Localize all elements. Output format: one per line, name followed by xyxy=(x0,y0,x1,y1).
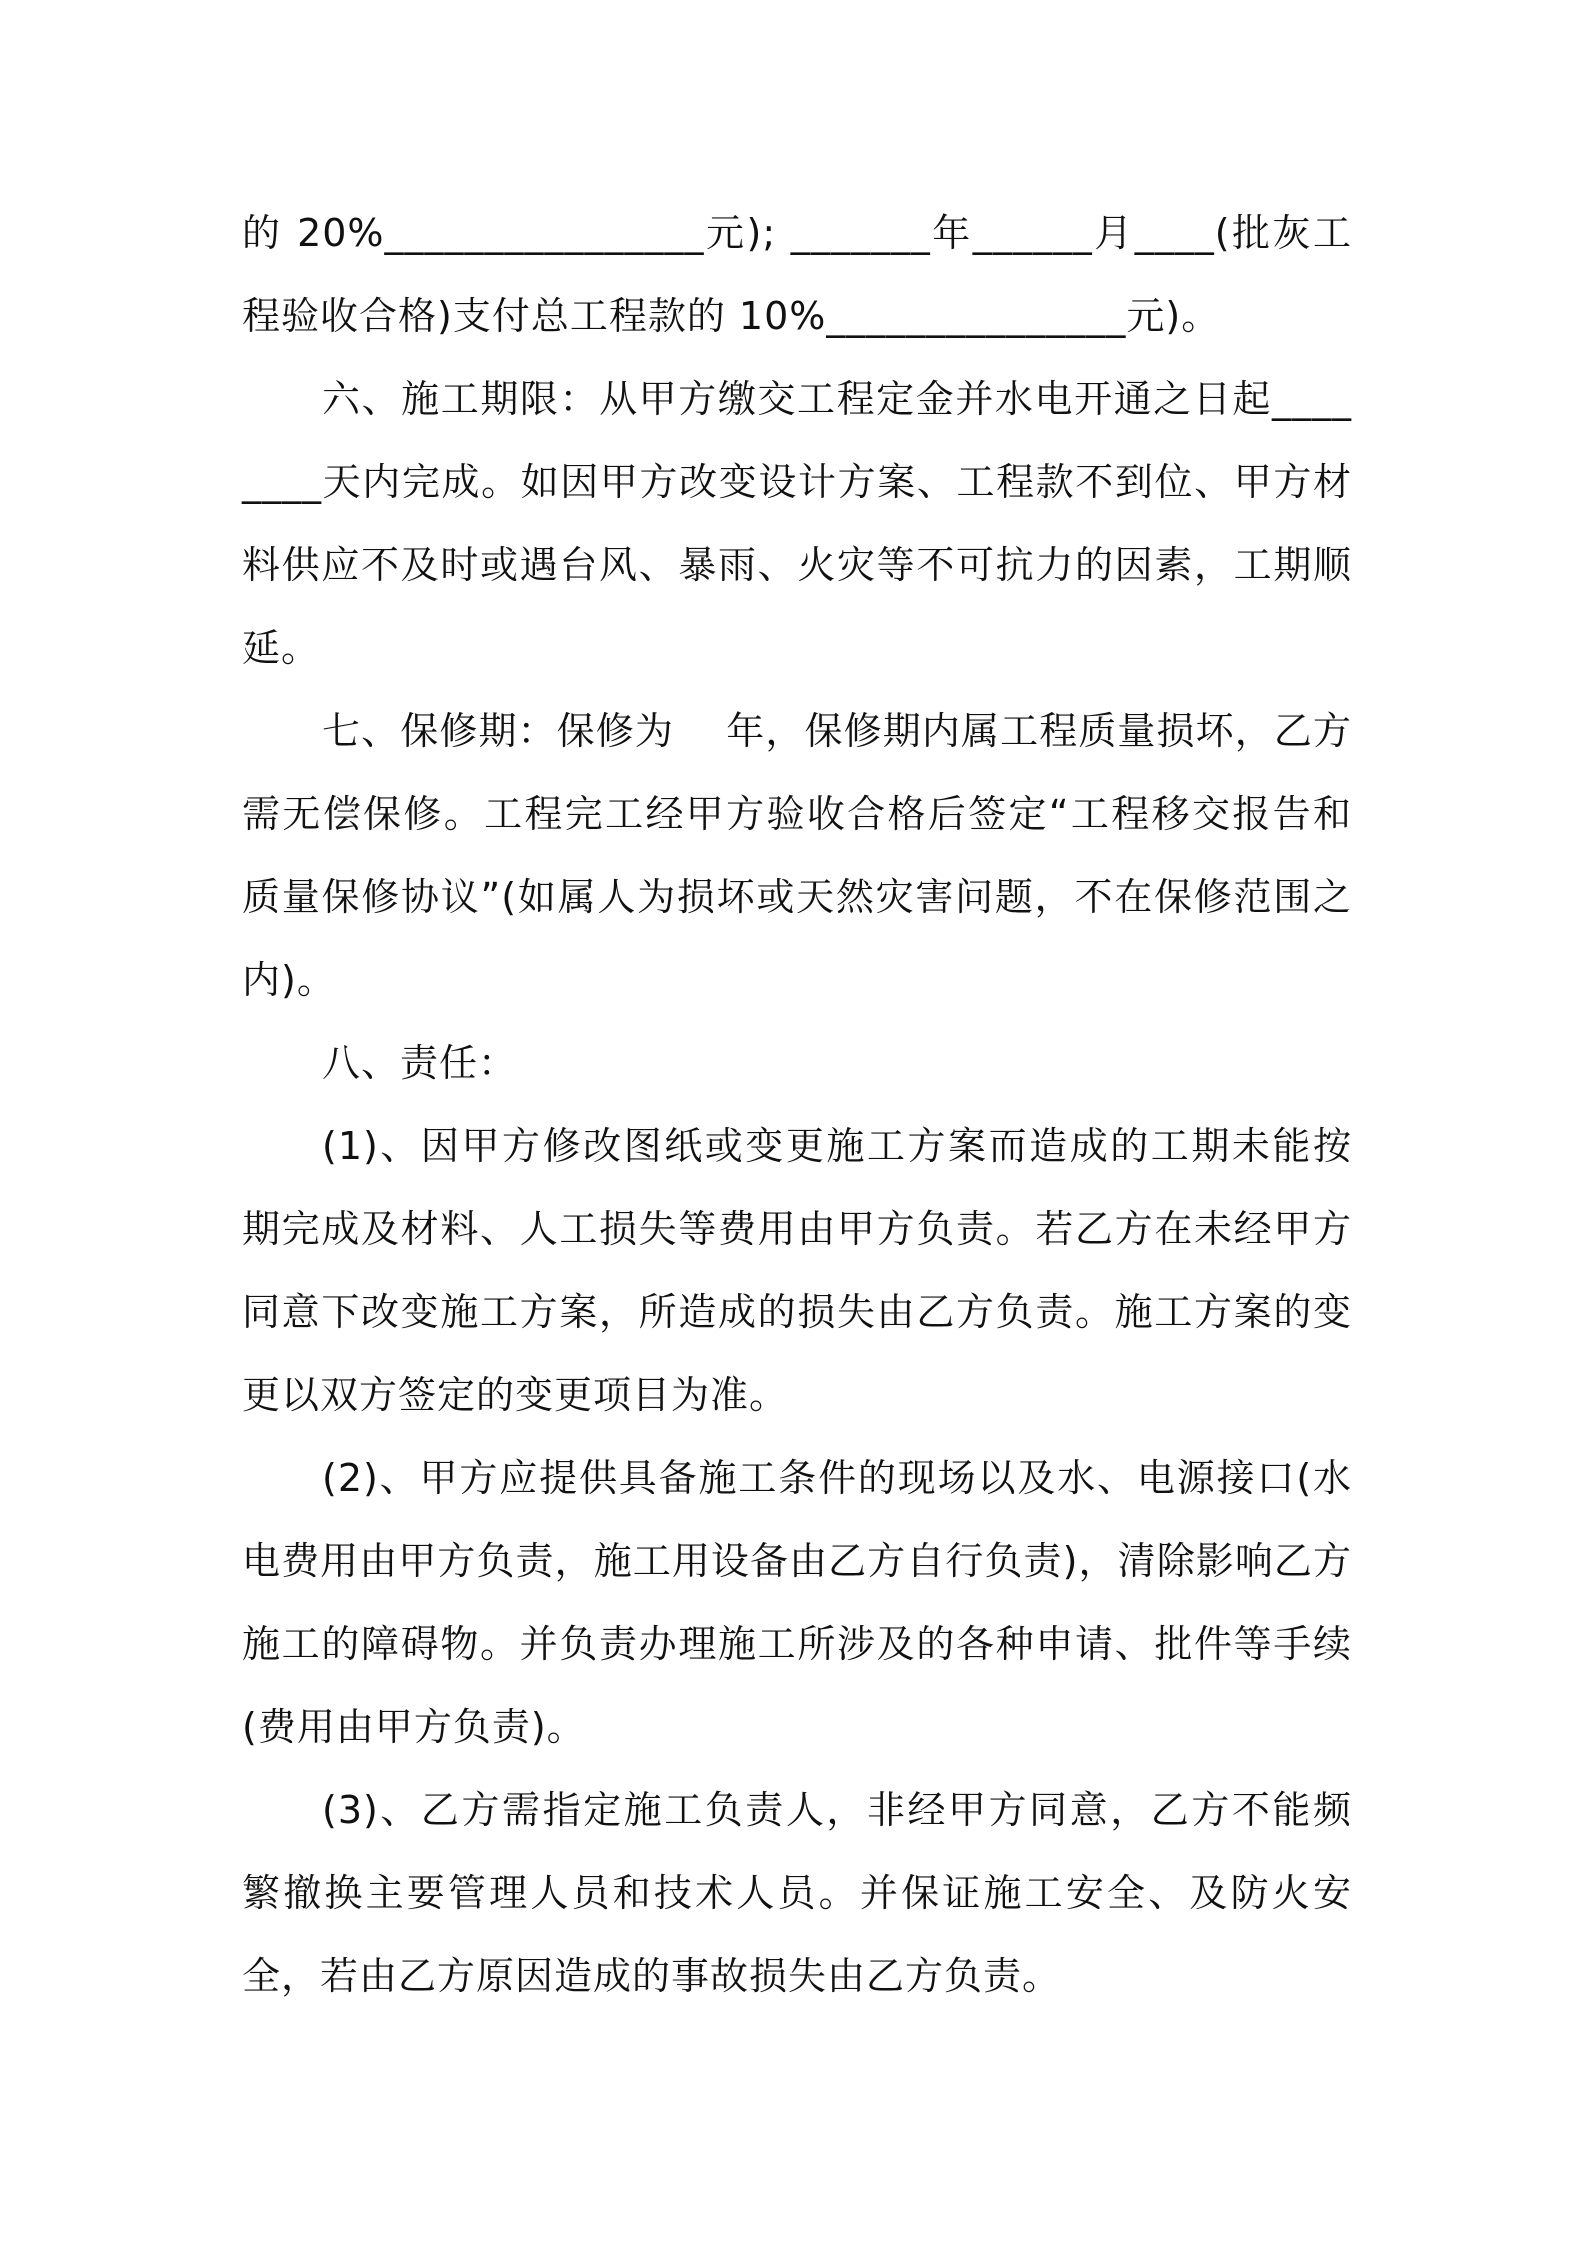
responsibility-item-2: (2)、甲方应提供具备施工条件的现场以及水、电源接口(水电费用由甲方负责，施工用设备由乙方自行负责)，清除影响乙方施工的障碍物。并负责办理施工所涉及的各种申请、批件等手续(费用由甲方负责)。 xyxy=(242,1456,1352,1749)
responsibility-item-1: (1)、因甲方修改图纸或变更施工方案而造成的工期未能按期完成及材料、人工损失等费用由甲方负责。若乙方在未经甲方同意下改变施工方案，所造成的损失由乙方负责。施工方案的变更以双方签定的变更项目为准。 xyxy=(242,1124,1352,1417)
payment-terms-continuation: 的 20%________________元); _______年______月____(批灰工程验收合格)支付总工程款的 10%_______________元)。 xyxy=(242,211,1352,338)
responsibility-item-3: (3)、乙方需指定施工负责人，非经甲方同意，乙方不能频繁撤换主要管理人员和技术人员。并保证施工安全、及防火安全，若由乙方原因造成的事故损失由乙方负责。 xyxy=(242,1788,1352,1998)
responsibility-heading: 八、责任： xyxy=(322,1041,518,1085)
warranty-period-clause: 七、保修期：保修为 年，保修期内属工程质量损坏，乙方需无偿保修。工程完工经甲方验收合格后签定“工程移交报告和质量保修协议”(如属人为损坏或天然灾害问题，不在保修范围之内)。 xyxy=(242,709,1352,1002)
construction-period-clause: 六、施工期限：从甲方缴交工程定金并水电开通之日起________天内完成。如因甲方改变设计方案、工程款不到位、甲方材料供应不及时或遇台风、暴雨、火灾等不可抗力的因素，工期顺延。 xyxy=(242,377,1352,670)
contract-page-body xyxy=(242,192,1352,2018)
